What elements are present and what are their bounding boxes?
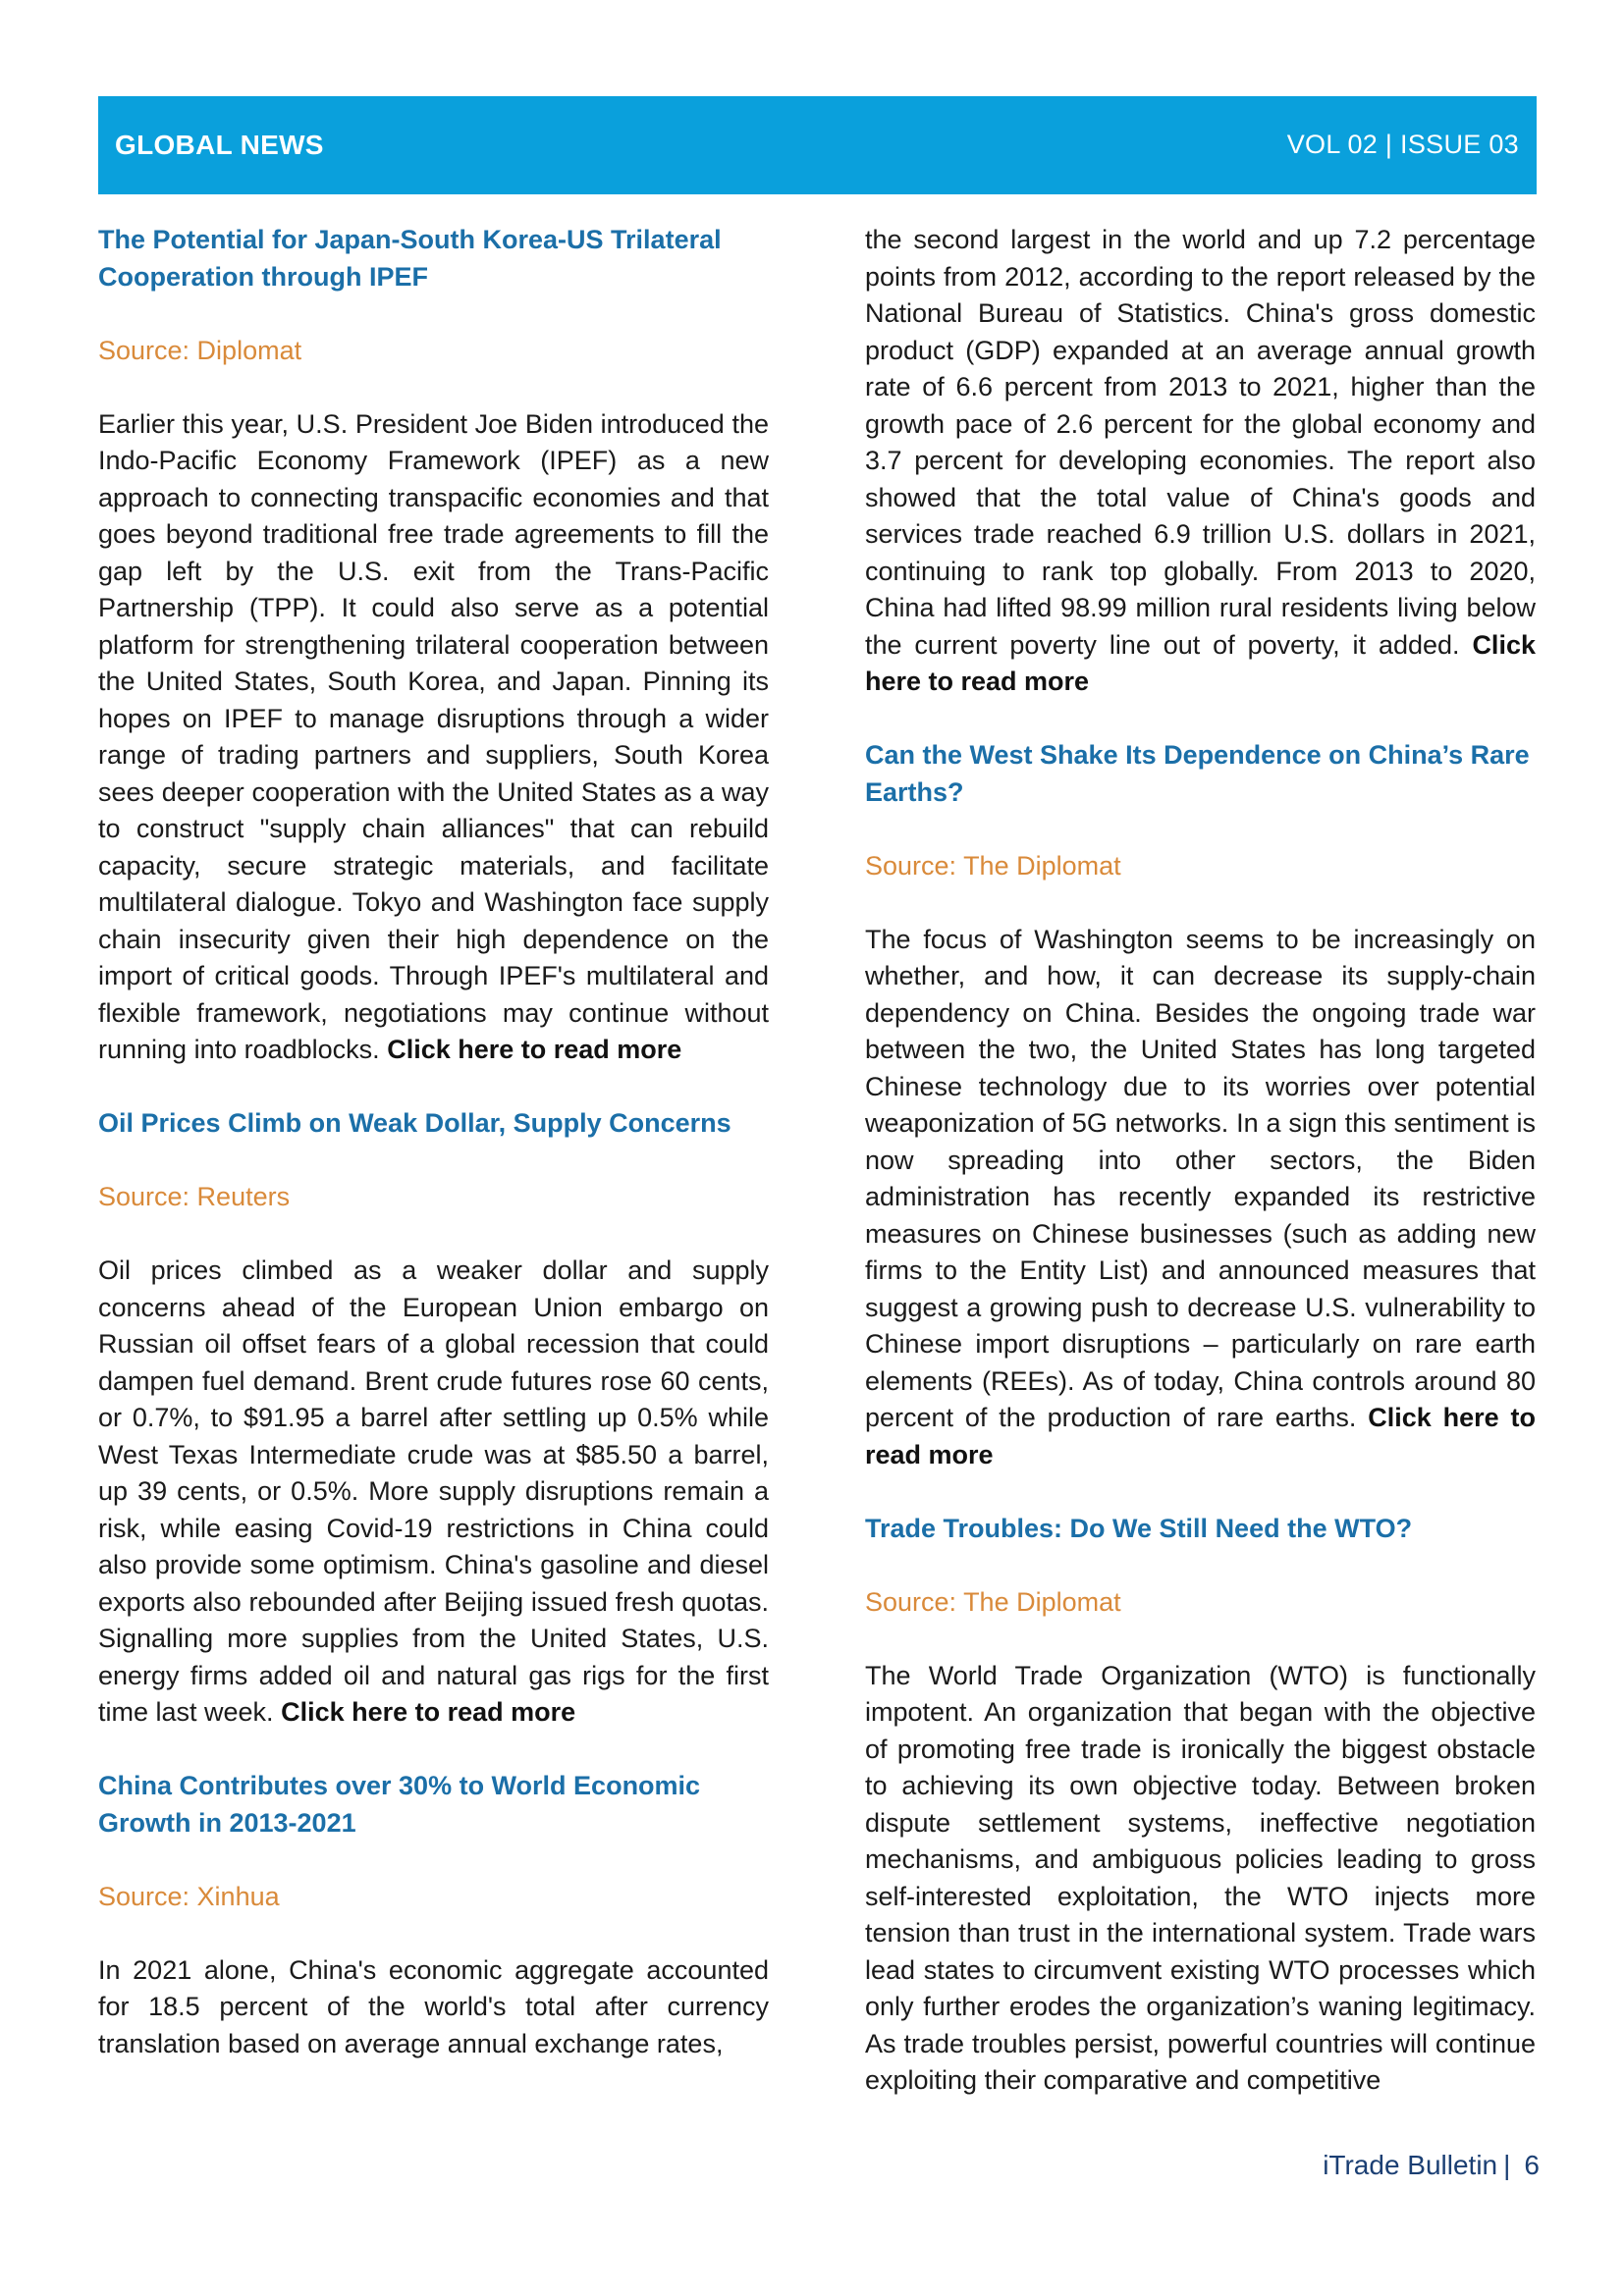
article-text: the second largest in the world and up 7.2 percentage points from 2012, according to the report released by the National Bureau of Statistics. China's gross domestic product (GDP) expanded at an average annual growth rate of 6.6 percent from 2013 to 2021, higher than the growth pace of 2.6 percent for the global economy and 3.7 percent for developing economies. The report also showed that the total value of China's goods and services trade reached 6.9 trillion U.S. dollars in 2021, continuing to rank top globally. From 2013 to 2020, China had lifted 98.99 million rural residents living below the current poverty line out of poverty, it added. <box>865 225 1536 660</box>
article-wto <box>865 1511 1536 2100</box>
article-source: Source: The Diplomat <box>865 1586 1121 1617</box>
article-source: Source: Reuters <box>98 1182 291 1211</box>
article-body <box>865 922 1536 1474</box>
article-source: Source: Xinhua <box>98 1881 280 1911</box>
article-china-growth-continued <box>865 222 1536 701</box>
article-body-start <box>98 1952 769 2063</box>
article-text: Oil prices climbed as a weaker dollar and supply concerns ahead of the European Union embargo on Russian oil offset fears of a global recession that could dampen fuel demand. Brent crude futures rose 60 cents, or 0.7%, to $91.95 a barrel after settling up 0.5% while West Texas Intermediate crude was at $85.50 a barrel, up 39 cents, or 0.5%. More supply disruptions remain a risk, while easing Covid-19 restrictions in China could also provide some optimism. China's gasoline and diesel exports also rebounded after Beijing issued fresh quotas. Signalling more supplies from the United States, U.S. energy firms added oil and natural gas rigs for the first time last week. <box>98 1255 769 1727</box>
article-title[interactable]: Can the West Shake Its Dependence on China’s Rare Earths? <box>865 740 1530 807</box>
read-more-link[interactable]: Click here to read more <box>387 1035 682 1064</box>
read-more-link[interactable]: Click here to read more <box>865 629 1536 696</box>
article-body <box>98 406 769 1069</box>
section-banner <box>98 96 1537 194</box>
article-title[interactable]: China Contributes over 30% to World Economic Growth in 2013-2021 <box>98 1771 701 1838</box>
article-text: The focus of Washington seems to be increasingly on whether, and how, it can decrease its supply-chain dependency on China. Besides the ongoing trade war between the two, the United States has long targeted Chinese technology due to its worries over potential weaponization of 5G networks. In a sign this sentiment is now spreading into other sectors, the Biden administration has recently expanded its restrictive measures on Chinese businesses (such as adding new firms to the Entity List) and announced measures that suggest a growing push to decrease U.S. vulnerability to Chinese import disruptions – particularly on rare earth elements (REEs). As of today, China controls around 80 percent of the production of rare earths. <box>865 924 1536 1432</box>
article-title[interactable]: The Potential for Japan-South Korea-US Trilateral Cooperation through IPEF <box>98 225 722 292</box>
right-column <box>865 222 1536 2100</box>
page-number: 6 <box>1524 2150 1540 2180</box>
footer-separator: | <box>1503 2150 1511 2180</box>
article-rare-earths <box>865 737 1536 1473</box>
article-body-continued <box>865 222 1536 701</box>
article-text: The World Trade Organization (WTO) is functionally impotent. An organization that began with the objective of promoting free trade is ironically the biggest obstacle to achieving its own objective today. Between broken dispute settlement systems, ineffective negotiation mechanisms, and ambiguous policies leading to gross self-interested exploitation, the WTO injects more tension than trust in the international system. Trade wars lead states to circumvent existing WTO processes which only further erodes the organization’s waning legitimacy. As trade troubles persist, powerful countries will continue exploiting their comparative and competitive <box>865 1660 1536 2095</box>
left-column <box>98 222 769 2062</box>
page-footer <box>1323 2150 1540 2181</box>
read-more-link[interactable]: Click here to read more <box>865 1403 1536 1469</box>
article-source: Source: The Diplomat <box>865 850 1121 881</box>
article-ipef <box>98 222 769 1069</box>
article-text: Earlier this year, U.S. President Joe Biden introduced the Indo-Pacific Economy Framework (IPEF) as a new approach to connecting transpacific economies and that goes beyond traditional free trade agreements to fill the gap left by the U.S. exit from the Trans-Pacific Partnership (TPP). It could also serve as a potential platform for strengthening trilateral cooperation between the United States, South Korea, and Japan. Pinning its hopes on IPEF to manage disruptions through a wider range of trading partners and suppliers, South Korea sees deeper cooperation with the United States as a way to construct "supply chain alliances" that can rebuild capacity, secure strategic materials, and facilitate multilateral dialogue. Tokyo and Washington face supply chain insecurity given their high dependence on the import of critical goods. Through IPEF's multilateral and flexible framework, negotiations may continue without running into roadblocks. <box>98 408 769 1064</box>
article-title[interactable]: Trade Troubles: Do We Still Need the WTO? <box>865 1513 1413 1543</box>
article-body <box>98 1253 769 1732</box>
article-oil-prices <box>98 1105 769 1732</box>
article-china-growth <box>98 1768 769 2062</box>
section-title: GLOBAL NEWS <box>115 130 324 160</box>
publication-name: iTrade Bulletin <box>1323 2150 1498 2180</box>
article-body <box>865 1658 1536 2100</box>
article-source: Source: Diplomat <box>98 335 302 365</box>
volume-issue: VOL 02 | ISSUE 03 <box>1286 130 1519 159</box>
article-title[interactable]: Oil Prices Climb on Weak Dollar, Supply Concerns <box>98 1108 731 1138</box>
read-more-link[interactable]: Click here to read more <box>281 1697 576 1727</box>
article-text: In 2021 alone, China's economic aggregate accounted for 18.5 percent of the world's total after currency translation based on average annual exchange rates, <box>98 1954 769 2058</box>
